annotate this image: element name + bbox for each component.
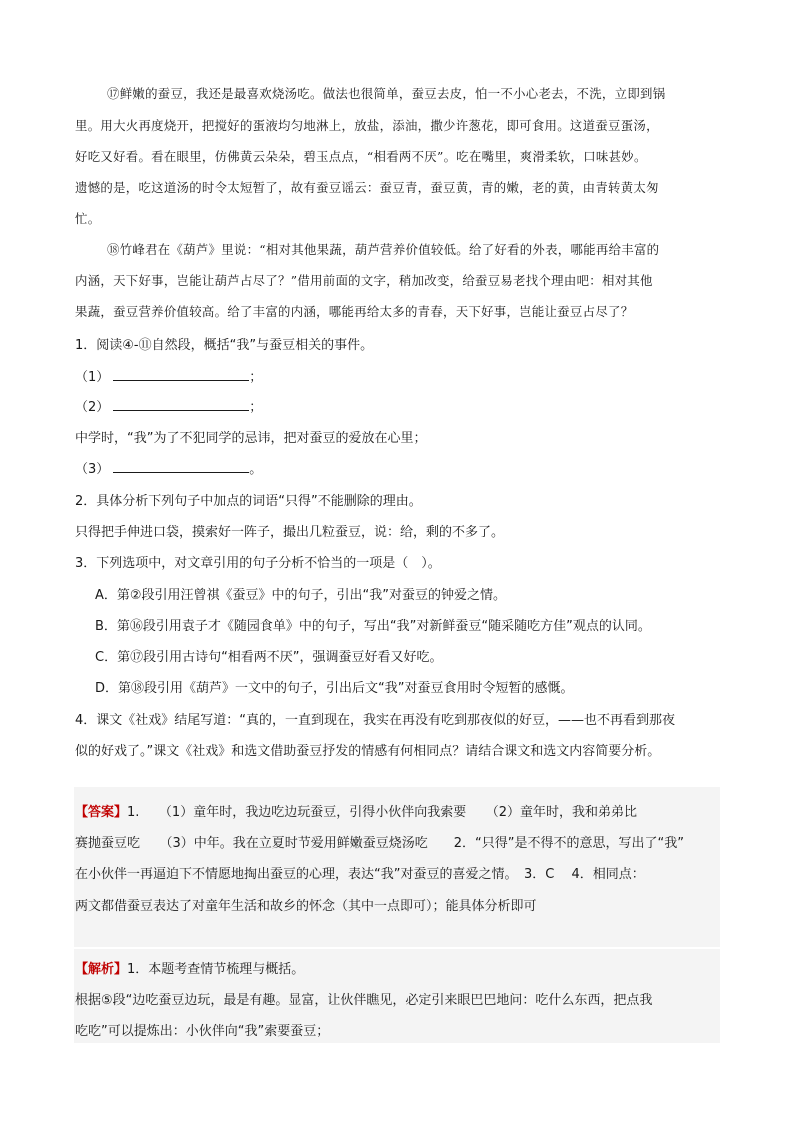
answer-tag: 【答案】 — [75, 805, 128, 820]
item-3-prefix: （3） — [75, 462, 110, 477]
question-2-sentence: 只得把手伸进口袋，摸索好一阵子，撮出几粒蚕豆，说：给，剩的不多了。 — [75, 525, 505, 540]
analysis-line-1 — [75, 958, 304, 977]
answer-line-1-text: 1. （1）童年时，我边吃边玩蚕豆，引得小伙伴向我索要 （2）童年时，我和弟弟比 — [127, 805, 637, 820]
passage-p17-line2: 里。用大火再度烧开，把搅好的蛋液均匀地淋上，放盐，添油，撒少许葱花，即可食用。这道蚕豆蛋汤， — [75, 118, 659, 133]
question-3-option-a[interactable]: A．第②段引用汪曾祺《蚕豆》中的句子，引出“我”对蚕豆的钟爱之情。 — [95, 588, 507, 603]
question-3-option-b[interactable]: B．第⑯段引用袁子才《随园食单》中的句子，写出“我”对新鲜蚕豆“随采随吃方佳”观点的认同。 — [95, 619, 651, 634]
item-1-prefix: （1） — [75, 370, 110, 385]
question-3-stem: 3．下列选项中，对文章引用的句子分析不恰当的一项是（ ）。 — [75, 556, 441, 571]
answer-line-1 — [75, 801, 637, 820]
question-2-stem: 2．具体分析下列句子中加点的词语“只得”不能删除的理由。 — [75, 494, 422, 509]
question-1-item-2 — [75, 396, 262, 415]
item-2-prefix: （2） — [75, 400, 110, 415]
answer-line-2: 赛抛蚕豆吃 （3）中年。我在立夏时节爱用鲜嫩蚕豆烧汤吃 2．“只得”是不得不的意思，写出了“我” — [75, 836, 684, 851]
passage-p18-line3: 果蔬，蚕豆营养价值较高。给了丰富的内涵，哪能再给太多的青春，天下好事，岂能让蚕豆占尽了？ — [75, 304, 634, 319]
question-4-line-2: 似的好戏了。”课文《社戏》和选文借助蚕豆抒发的情感有何相同点？请结合课文和选文内容简要分析。 — [75, 744, 661, 759]
passage-p18-line2: 内涵，天下好事，岂能让葫芦占尽了？”借用前面的文字，稍加改变，给蚕豆易老找个理由吧：相对其他 — [75, 273, 653, 288]
analysis-line-3: 吃吃”可以提炼出：小伙伴向“我”索要蚕豆； — [75, 1024, 330, 1039]
answer-blank-1[interactable] — [113, 368, 249, 381]
answer-blank-3[interactable] — [113, 460, 249, 473]
answer-line-4: 两文都借蚕豆表达了对童年生活和故乡的怀念（其中一点即可）；能具体分析即可 — [75, 899, 537, 914]
passage-p17-line1: ⑰鲜嫩的蚕豆，我还是最喜欢烧汤吃。做法也很简单，蚕豆去皮，怕一不小心老去，不洗，立即到锅 — [107, 86, 666, 101]
question-1-given-item: 中学时，“我”为了不犯同学的忌讳，把对蚕豆的爱放在心里； — [75, 431, 427, 446]
answer-blank-2[interactable] — [113, 398, 249, 411]
question-1-stem: 1．阅读④-⑪自然段，概括“我”与蚕豆相关的事件。 — [75, 338, 374, 353]
question-1-item-1 — [75, 366, 262, 385]
question-4-line-1: 4．课文《社戏》结尾写道：“真的，一直到现在，我实在再没有吃到那夜似的好豆，——也不再看到那夜 — [75, 713, 676, 728]
analysis-tag: 【解析】 — [75, 962, 128, 977]
analysis-line-1-text: 1．本题考查情节梳理与概括。 — [127, 962, 305, 977]
passage-p18-line1: ⑱竹峰君在《葫芦》里说：“相对其他果蔬，葫芦营养价值较低。给了好看的外表，哪能再给丰富的 — [107, 242, 660, 257]
passage-p17-line4: 遗憾的是，吃这道汤的时令太短暂了，故有蚕豆谣云：蚕豆青，蚕豆黄，青的嫩，老的黄，由青转黄太匆 — [75, 180, 659, 195]
analysis-line-2: 根据⑤段“边吃蚕豆边玩，最是有趣。显富，让伙伴瞧见，必定引来眼巴巴地问：吃什么东西，把点我 — [75, 993, 653, 1008]
passage-p17-line3: 好吃又好看。看在眼里，仿佛黄云朵朵，碧玉点点，“相看两不厌”。吃在嘴里，爽滑柔软，口味甚妙。 — [75, 149, 647, 164]
item-2-suffix: ； — [249, 400, 263, 415]
item-3-suffix: 。 — [249, 462, 263, 477]
question-3-option-c[interactable]: C．第⑰段引用古诗句“相看两不厌”，强调蚕豆好看又好吃。 — [95, 650, 443, 665]
answer-line-3: 在小伙伴一再逼迫下不情愿地掏出蚕豆的心理，表达“我”对蚕豆的喜爱之情。 3．C 4．相同点： — [75, 867, 645, 882]
question-1-item-3 — [75, 458, 262, 477]
question-3-option-d[interactable]: D．第⑱段引用《葫芦》一文中的句子，引出后文“我”对蚕豆食用时令短暂的感慨。 — [95, 681, 574, 696]
passage-p17-line5: 忙。 — [75, 211, 101, 226]
item-1-suffix: ； — [249, 370, 263, 385]
